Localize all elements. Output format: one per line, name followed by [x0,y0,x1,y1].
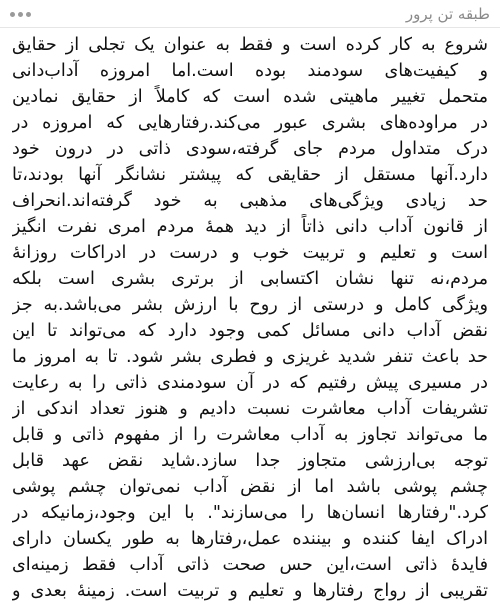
dot [10,12,15,17]
text-line: فایدهٔ ذاتی است،این حس صحت ذاتی آداب فقط زمینه‌ای [12,555,488,575]
text-line: نقض آداب دانی مسائل کمی وجود دارد که می‌تواند تا این [12,321,488,341]
text-line: ادراک ایفا کننده و بیننده عمل،رفتارها به طور یکسان دارای [12,529,488,549]
top-bar [0,0,500,28]
text-line: است و تعلیم و تربیت خوب و درست در ادراکات روزانهٔ [12,243,488,263]
text-line: دارد.آنها مستقل از حقایقی که پیشتر نشانگر آنها بودند،تا [12,165,488,185]
text-line: ما می‌تواند تجاوز به آداب معاشرت را از مفهوم ذاتی و قابل [12,425,488,445]
more-dots-icon[interactable] [10,6,36,22]
text-line: متحمل تغییر ماهیتی شده است که کاملاً از حقایق نمادین [12,87,488,107]
text-line: در مسیری پیش رفتیم که در آن سودمندی ذاتی را به رعایت [12,373,488,393]
text-line: حد باعث تنفر شدید غریزی و فطری بشر شود. تا به امروز ما [12,347,488,367]
article-body [12,32,488,604]
text-line: چشم پوشی باشد اما از نقض آداب نمی‌توان چشم پوشی [12,477,488,497]
text-line: ویژگی کامل و درستی از روح با ارزش بشر می‌باشد.به جز [12,295,488,315]
text-line: توجه بی‌ارزشی متجاوز جدا سازد.شاید نقض عهد قابل [12,451,488,471]
dot [26,12,31,17]
dot [18,12,23,17]
text-line: و کیفیت‌های سودمند بوده است.اما امروزه آداب‌دانی [12,61,488,81]
text-line: شروع به کار کرده است و فقط به عنوان یک تجلی از حقایق [12,35,488,55]
text-line: حد زیادی ویژگی‌های مذهبی به خود گرفته‌اند.انحراف [12,191,488,211]
text-line: تقریبی از رواج رفتارها و تعلیم و تربیت است. زمینهٔ بعدی و [12,581,488,601]
text-line: درک متداول مردم جای گرفته،سودی ذاتی در درون خود [12,139,488,159]
text-line: مردم،نه تنها نشان اکتسابی از برتری بشری است بلکه [12,269,488,289]
text-line: در مراوده‌های بشری عبور می‌کند.رفتارهایی که امروزه در [12,113,488,133]
text-line: کرد."رفتارها انسان‌ها را می‌سازند". با این وجود،زمانیکه در [12,503,488,523]
text-line: از قانون آداب دانی ذاتاً از دید همهٔ مردم امری نفرت انگیز [12,217,488,237]
page-title: طبقه تن پرور [405,5,490,23]
text-line: تشریفات آداب معاشرت نسبت دادیم و هنوز تعداد اندکی از [12,399,488,419]
